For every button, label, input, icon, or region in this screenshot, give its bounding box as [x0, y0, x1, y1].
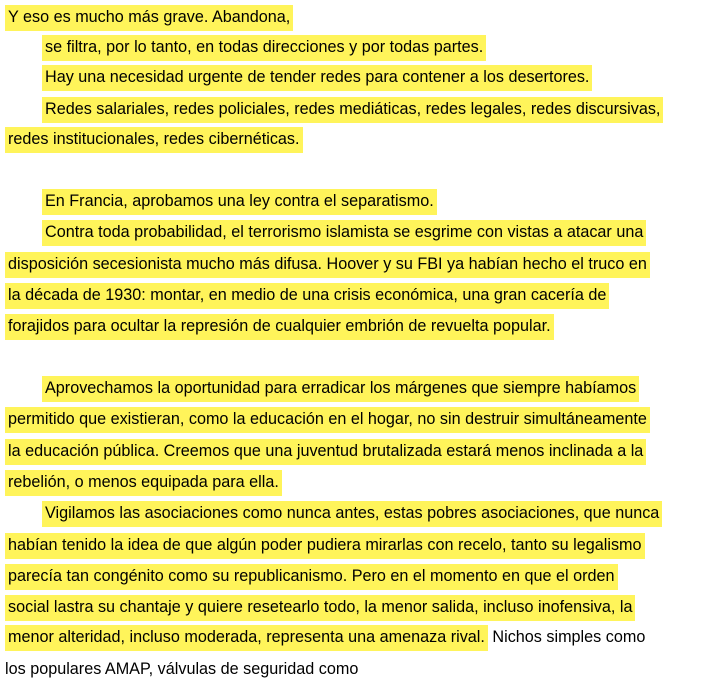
text-line: [5, 436, 646, 467]
text-line: [5, 124, 303, 155]
highlighted-text: Hay una necesidad urgente de tender redes para contener a los desertores.: [42, 65, 592, 91]
highlighted-text: disposición secesionista mucho más difusa. Hoover y su FBI ya habían hecho el truco en: [5, 252, 650, 278]
highlighted-text: se filtra, por lo tanto, en todas direcciones y por todas partes.: [42, 35, 486, 61]
highlighted-text: Vigilamos las asociaciones como nunca antes, estas pobres asociaciones, que nunca: [42, 501, 662, 527]
highlighted-text: Aprovechamos la oportunidad para erradicar los márgenes que siempre habíamos: [42, 376, 639, 402]
highlighted-text: Y eso es mucho más grave. Abandona,: [5, 5, 293, 31]
text-line: [5, 280, 609, 311]
text-line: [5, 467, 282, 498]
text-line: [42, 186, 437, 217]
text-line: [42, 32, 486, 63]
text-line: [5, 249, 650, 280]
highlighted-text: habían tenido la idea de que algún poder pudiera mirarlas con recelo, tanto su legalismo: [5, 533, 645, 559]
text-line: [42, 217, 646, 248]
highlighted-text: social lastra su chantaje y quiere resetearlo todo, la menor salida, incluso inofensiva, la: [5, 595, 635, 621]
highlighted-text: forajidos para ocultar la represión de cualquier embrión de revuelta popular.: [5, 314, 554, 340]
text-line: [5, 622, 645, 653]
highlighted-text: la educación pública. Creemos que una juventud brutalizada estará menos inclinada a la: [5, 439, 646, 465]
plain-text: Nichos simples como: [487, 628, 646, 646]
highlighted-text: Redes salariales, redes policiales, redes mediáticas, redes legales, redes discursivas,: [42, 97, 663, 123]
highlighted-text: la década de 1930: montar, en medio de una crisis económica, una gran cacería de: [5, 283, 609, 309]
text-line: [5, 654, 358, 685]
text-line: [5, 530, 645, 561]
text-line: [5, 561, 618, 592]
highlighted-text: menor alteridad, incluso moderada, representa una amenaza rival.: [5, 625, 488, 651]
text-line: [5, 311, 554, 342]
plain-text: los populares AMAP, válvulas de seguridad como: [5, 660, 359, 678]
text-line: [42, 373, 639, 404]
text-line: [5, 404, 650, 435]
highlighted-text: Contra toda probabilidad, el terrorismo islamista se esgrime con vistas a atacar una: [42, 220, 646, 246]
text-line: [42, 94, 663, 125]
highlighted-text: rebelión, o menos equipada para ella.: [5, 470, 282, 496]
highlighted-text: redes institucionales, redes cibernéticas.: [5, 127, 303, 153]
highlighted-text: En Francia, aprobamos una ley contra el separatismo.: [42, 189, 437, 215]
text-line: [42, 62, 592, 93]
text-line: [42, 498, 662, 529]
highlighted-text: permitido que existieran, como la educación en el hogar, no sin destruir simultáneamente: [5, 407, 650, 433]
highlighted-text: parecía tan congénito como su republicanismo. Pero en el momento en que el orden: [5, 564, 618, 590]
text-line: [5, 592, 635, 623]
text-line: [5, 2, 293, 33]
